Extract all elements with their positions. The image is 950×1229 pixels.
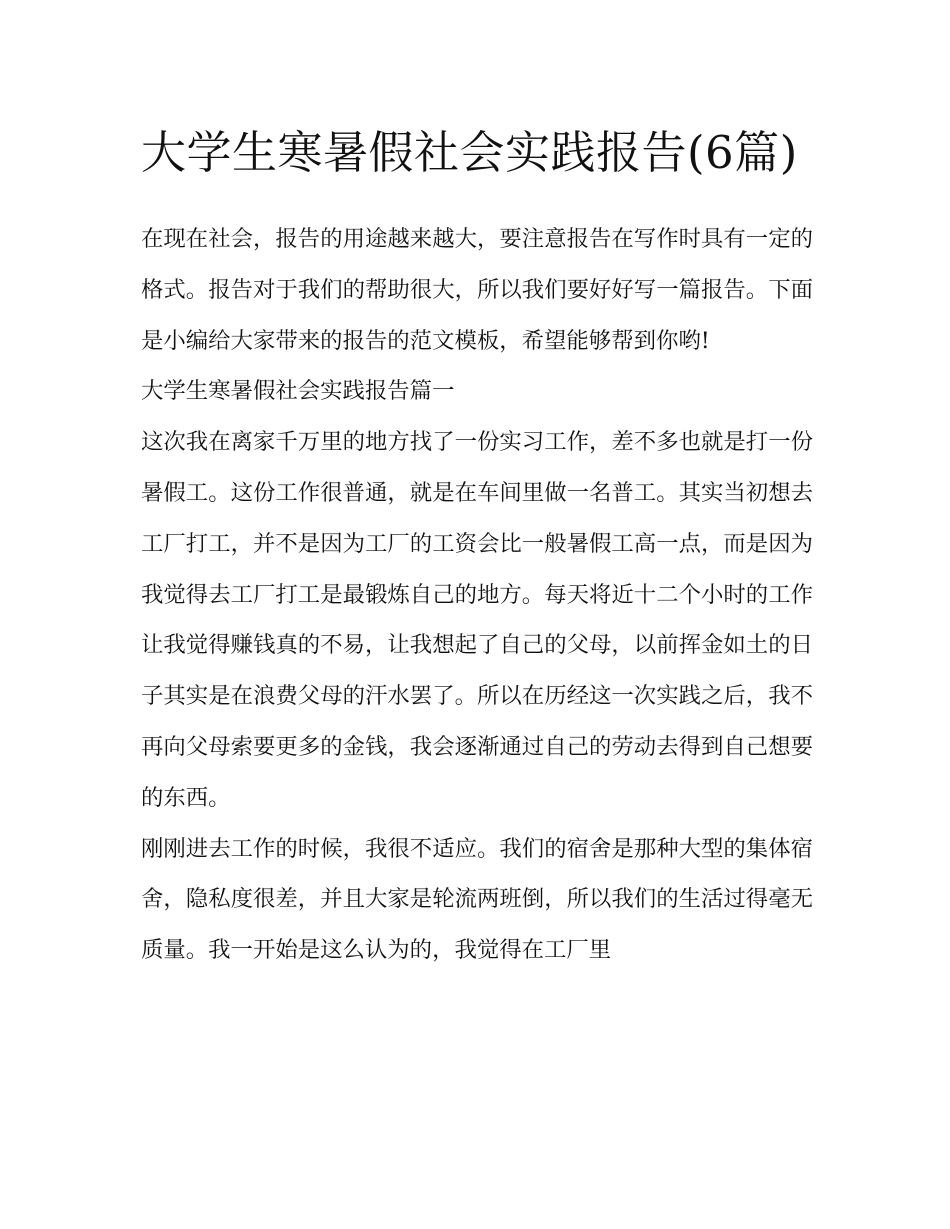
document-body: [141, 112, 813, 976]
intro-paragraph: 在现在社会，报告的用途越来越大，要注意报告在写作时具有一定的格式。报告对于我们的帮助很大，所以我们要好好写一篇报告。下面是小编给大家带来的报告的范文模板，希望能够帮到你哟!: [141, 226, 813, 354]
document-title: 大学生寒暑假社会实践报告(6篇): [141, 126, 798, 179]
section-heading: 大学生寒暑假社会实践报告篇一: [141, 378, 455, 405]
body-paragraph: 刚刚进去工作的时候，我很不适应。我们的宿舍是那种大型的集体宿舍，隐私度很差，并且大家是轮流两班倒，所以我们的生活过得毫无质量。我一开始是这么认为的，我觉得在工厂里: [141, 835, 813, 964]
body-paragraph: 这次我在离家千万里的地方找了一份实习工作，差不多也就是打一份暑假工。这份工作很普通，就是在车间里做一名普工。其实当初想去工厂打工，并不是因为工厂的工资会比一般暑假工高一点，而是因为我觉得去工厂打工是最锻炼自己的地方。每天将近十二个小时的工作让我觉得赚钱真的不易，让我想起了自己的父母，以前挥金如土的日子其实是在浪费父母的汗水罢了。所以在历经这一次实践之后，我不再向父母索要更多的金钱，我会逐渐通过自己的劳动去得到自己想要的东西。: [141, 429, 813, 811]
